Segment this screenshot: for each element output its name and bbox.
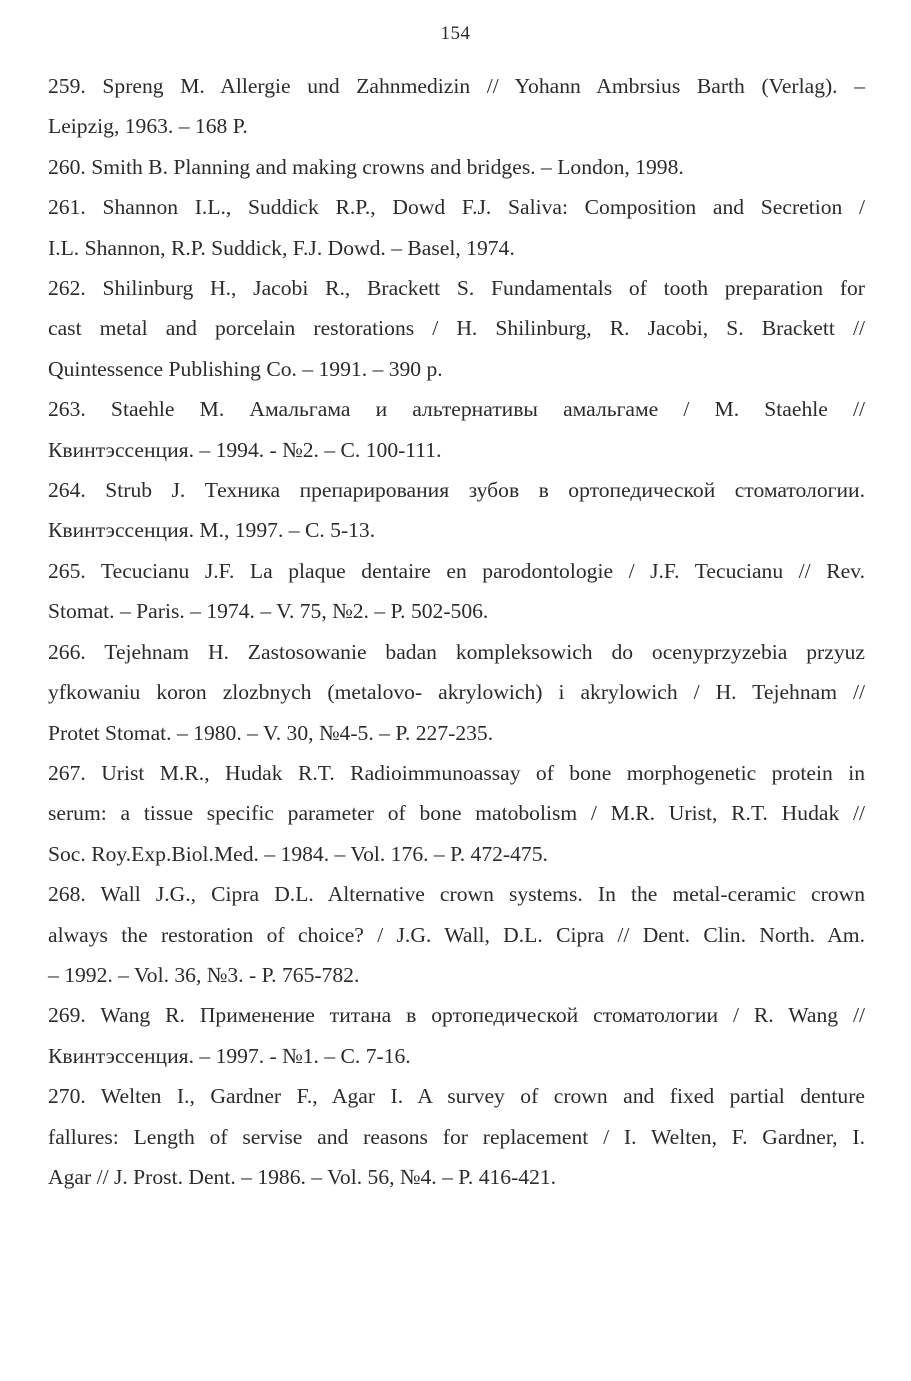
reference-line: 262. Shilinburg H., Jacobi R., Brackett S. Fundamentals of tooth preparation for	[48, 276, 865, 301]
reference-line: Agar // J. Prost. Dent. – 1986. – Vol. 56, №4. – P. 416-421.	[48, 1164, 557, 1189]
reference-line: Квинтэссенция. – 1997. - №1. – С. 7-16.	[48, 1043, 411, 1068]
reference-item-262	[48, 268, 865, 389]
reference-list	[48, 66, 865, 1197]
reference-item-265	[48, 551, 865, 632]
page-number: 154	[440, 23, 471, 44]
reference-line: 266. Tejehnam H. Zastosowanie badan kompleksowich do ocenyprzyzebia przyuz	[48, 639, 865, 664]
reference-line: 268. Wall J.G., Cipra D.L. Alternative crown systems. In the metal-ceramic crown	[48, 882, 865, 907]
reference-line: 259. Spreng M. Allergie und Zahnmedizin // Yohann Ambrsius Barth (Verlag). –	[48, 74, 865, 98]
reference-line: Stomat. – Paris. – 1974. – V. 75, №2. – P. 502-506.	[48, 599, 489, 624]
reference-line: 263. Staehle M. Амальгама и альтернативы амальгаме / M. Staehle //	[48, 397, 865, 422]
reference-item-267	[48, 753, 865, 874]
reference-item-259	[48, 66, 865, 147]
reference-line: Soc. Roy.Exp.Biol.Med. – 1984. – Vol. 176. – P. 472-475.	[48, 841, 548, 866]
reference-line: serum: a tissue specific parameter of bone matobolism / M.R. Urist, R.T. Hudak //	[48, 801, 865, 826]
reference-line: 267. Urist M.R., Hudak R.T. Radioimmunoassay of bone morphogenetic protein in	[48, 760, 865, 785]
reference-line: always the restoration of choice? / J.G. Wall, D.L. Cipra // Dent. Clin. North. Am.	[48, 922, 865, 947]
reference-line: 261. Shannon I.L., Suddick R.P., Dowd F.J. Saliva: Composition and Secretion /	[48, 195, 865, 220]
reference-line: 264. Strub J. Техника препарирования зубов в ортопедической стоматологии.	[48, 478, 865, 503]
reference-line: Квинтэссенция. – 1994. - №2. – С. 100-111.	[48, 437, 442, 462]
reference-line: I.L. Shannon, R.P. Suddick, F.J. Dowd. – Basel, 1974.	[48, 235, 515, 260]
reference-item-268	[48, 874, 865, 995]
reference-line: Квинтэссенция. М., 1997. – С. 5-13.	[48, 518, 376, 543]
reference-item-269	[48, 995, 865, 1076]
reference-line: Quintessence Publishing Co. – 1991. – 390 p.	[48, 356, 443, 381]
reference-line: 265. Tecucianu J.F. La plaque dentaire en parodontologie / J.F. Tecucianu // Rev.	[48, 558, 865, 583]
reference-line: 269. Wang R. Применение титана в ортопедической стоматологии / R. Wang //	[48, 1003, 865, 1028]
reference-item-264	[48, 470, 865, 551]
reference-line: Leipzig, 1963. – 168 P.	[48, 114, 248, 139]
reference-item-260	[48, 147, 865, 187]
reference-line: 270. Welten I., Gardner F., Agar I. A survey of crown and fixed partial denture	[48, 1084, 865, 1109]
reference-line: 260. Smith B. Planning and making crowns and bridges. – London, 1998.	[48, 154, 684, 179]
reference-line: Protet Stomat. – 1980. – V. 30, №4-5. – P. 227-235.	[48, 720, 494, 745]
reference-item-263	[48, 389, 865, 470]
reference-item-270	[48, 1076, 865, 1197]
reference-line: yfkowaniu koron zlozbnych (metalovo- akrylowich) i akrylowich / H. Tejehnam //	[48, 680, 865, 705]
reference-item-266	[48, 632, 865, 753]
reference-line: – 1992. – Vol. 36, №3. - P. 765-782.	[48, 962, 360, 987]
reference-line: cast metal and porcelain restorations / H. Shilinburg, R. Jacobi, S. Brackett //	[48, 316, 865, 341]
reference-item-261	[48, 187, 865, 268]
reference-line: fallures: Length of servise and reasons for replacement / I. Welten, F. Gardner, I.	[48, 1124, 865, 1149]
